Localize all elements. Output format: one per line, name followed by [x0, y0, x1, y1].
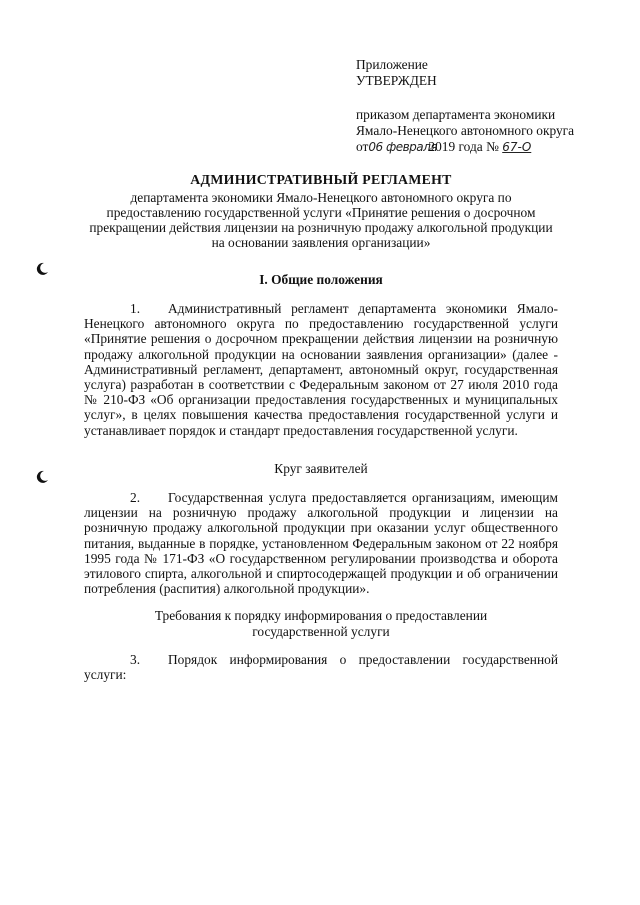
handwritten-order-number: 67-О — [502, 140, 532, 154]
subheading-applicants: Круг заявителей — [274, 461, 368, 476]
paragraph-text: Административный регламент департамента экономики Ямало-Ненецкого автономного округа по предоставлению государственной услуги «Принятие решения о досрочном прекращении действия лицензии на розничную продажу алкогольной продукции на основании заявления организации» (далее - Административный регламент, департамент, автономный округ, государственная услуга) разработан в соответствии с Федеральным законом от 27 июля 2010 года № 210-ФЗ «Об организации предоставления государственных и муниципальных услуг», в целях повышения качества предоставления государственной услуги и устанавливает порядок и стандарт предоставления государственной услуги. — [84, 301, 558, 438]
paragraph-text: Государственная услуга предоставляется организациям, имеющим лицензии на розничную продажу алкогольной продукции и лицензии на розничную продажу алкогольной продукции при оказании услуг общественного питания, выданные в порядке, установленном Федеральным законом от 22 ноября 1995 года № 171-ФЗ «О государственном регулировании производства и оборота этилового спирта, алкогольной и спиртосодержащей продукции и об ограничении потребления (распития) алкогольной продукции». — [84, 490, 558, 597]
date-prefix: от — [356, 139, 369, 154]
document-title: АДМИНИСТРАТИВНЫЙ РЕГЛАМЕНТ — [190, 172, 452, 187]
appendix-label: Приложение — [356, 57, 428, 72]
handwritten-date: 06 февраля — [368, 140, 438, 154]
paragraph-number: 3. — [130, 652, 141, 667]
order-date-line — [356, 139, 616, 155]
document-subtitle: департамента экономики Ямало-Ненецкого автономного округа по предоставлению государственной услуги «Принятие решения о досрочном прекращении действия лицензии на розничную продажу алкогольной продукции на основании заявления организации» — [89, 190, 553, 250]
section-heading: I. Общие положения — [259, 272, 383, 287]
approved-label: УТВЕРЖДЕН — [356, 73, 437, 88]
okrug-line: Ямало-Ненецкого автономного округа — [356, 123, 575, 138]
date-suffix: 2019 года № — [428, 139, 499, 154]
paragraph-3 — [84, 652, 558, 682]
subheading-line: Требования к порядку информирования о предоставлении — [154, 608, 488, 623]
punch-hole-mark-icon — [35, 470, 49, 484]
paragraph-number: 2. — [130, 490, 141, 505]
paragraph-text: Порядок информирования о предоставлении государственной услуги: — [84, 652, 558, 683]
paragraph-1 — [84, 301, 558, 438]
paragraph-number: 1. — [130, 301, 141, 316]
approval-stamp — [356, 57, 616, 155]
subheading-informing — [84, 608, 558, 640]
order-line: приказом департамента экономики — [356, 107, 556, 122]
punch-hole-mark-icon — [35, 262, 49, 276]
paragraph-2 — [84, 490, 558, 596]
subheading-line: государственной услуги — [252, 624, 390, 639]
document-title-block — [84, 171, 558, 250]
